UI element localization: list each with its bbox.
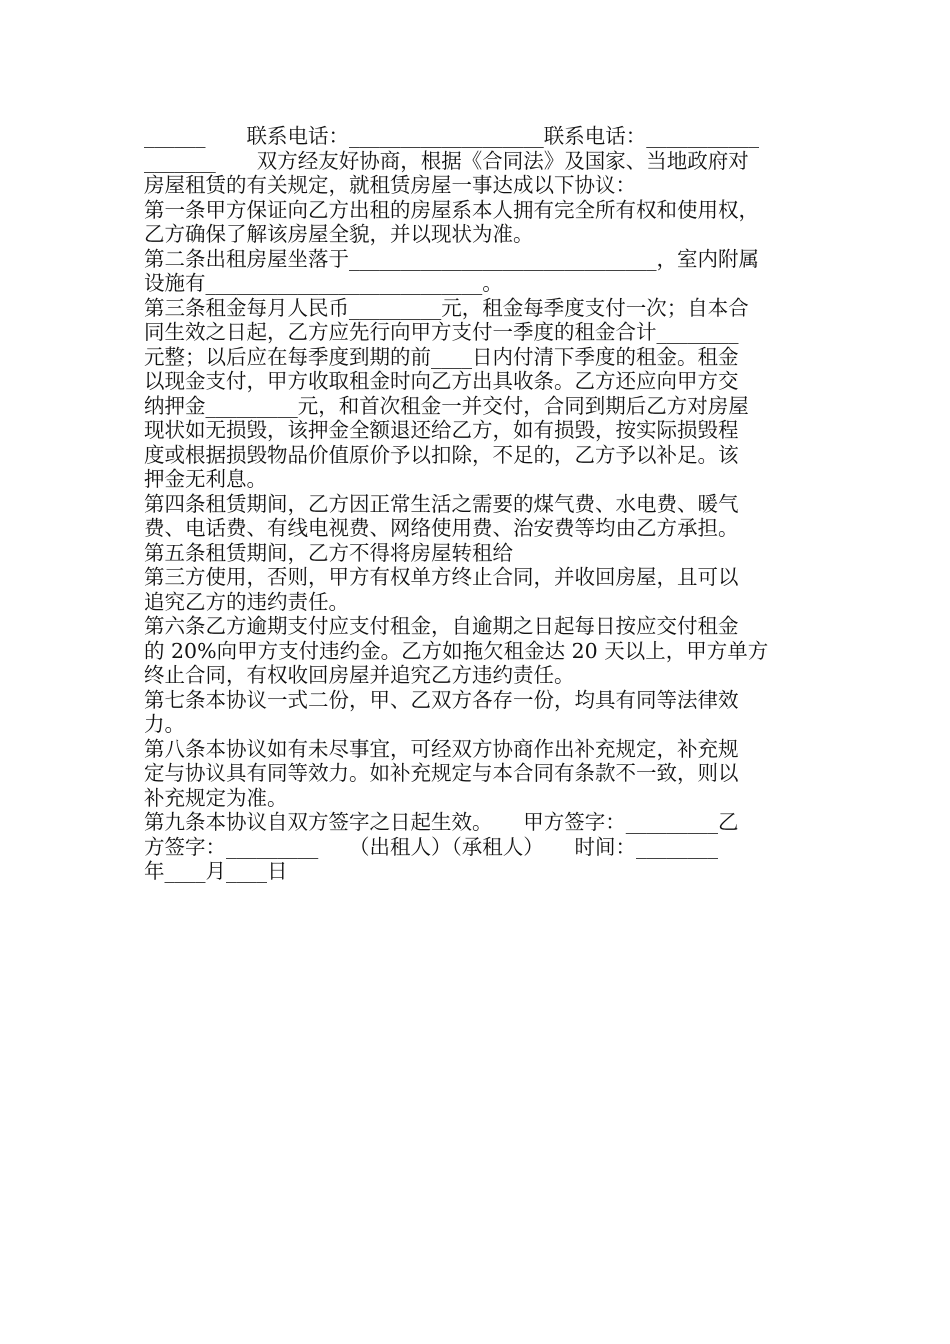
article-3 — [144, 296, 808, 492]
text-line: 第七条本协议一式二份，甲、乙双方各存一份，均具有同等法律效 — [144, 687, 739, 712]
article-4 — [144, 492, 808, 541]
text-line: 第一条甲方保证向乙方出租的房屋系本人拥有完全所有权和使用权， — [144, 197, 759, 222]
text-line: 补充规定为准。 — [144, 785, 288, 810]
article-8 — [144, 737, 808, 811]
text-line: 押金无利息。 — [144, 467, 267, 491]
text-line: 乙方确保了解该房屋全貌，并以现状为准。 — [144, 222, 534, 246]
preamble — [144, 149, 808, 198]
text-line: 纳押金_________元，和首次租金一并交付，合同到期后乙方对房屋 — [144, 393, 749, 418]
article-1 — [144, 198, 808, 247]
article-2 — [144, 247, 808, 296]
text-line: 追究乙方的违约责任。 — [144, 589, 349, 614]
text-line: 第二条出租房屋坐落于______________________________，室内附属 — [144, 246, 759, 271]
text-line: ______ 联系电话：___________________联系电话：___________ — [144, 124, 759, 148]
text-line: 终止合同，有权收回房屋并追究乙方违约责任。 — [144, 663, 575, 687]
text-line: 第四条租赁期间，乙方因正常生活之需要的煤气费、水电费、暖气 — [144, 491, 739, 516]
article-6 — [144, 614, 808, 688]
text-line: 设施有___________________________。 — [144, 271, 503, 295]
text-line: 第五条租赁期间，乙方不得将房屋转租给 — [144, 540, 513, 565]
text-line: 元整；以后应在每季度到期的前____日内付清下季度的租金。租金 — [144, 344, 739, 369]
text-line: 力。 — [144, 712, 185, 736]
contract-body — [144, 124, 808, 884]
text-line: 定与协议具有同等效力。如补充规定与本合同有条款不一致，则以 — [144, 761, 739, 785]
text-line: 第六条乙方逾期支付应支付租金，自逾期之日起每日按应交付租金 — [144, 614, 739, 638]
text-line: 同生效之日起，乙方应先行向甲方支付一季度的租金合计________ — [144, 320, 739, 344]
text-line: 年____月____日 — [144, 859, 288, 883]
text-line: 第三条租金每月人民币_________元，租金每季度支付一次；自本合 — [144, 295, 749, 320]
text-line: 度或根据损毁物品价值原价予以扣除，不足的，乙方予以补足。该 — [144, 442, 739, 467]
text-line: 的 20%向甲方支付违约金。乙方如拖欠租金达 20 天以上，甲方单方 — [144, 638, 769, 663]
text-line: 房屋租赁的有关规定，就租赁房屋一事达成以下协议： — [144, 173, 636, 197]
text-line: 费、电话费、有线电视费、网络使用费、治安费等均由乙方承担。 — [144, 516, 739, 540]
text-line: _______ 双方经友好协商，根据《合同法》及国家、当地政府对 — [144, 148, 749, 173]
article-5 — [144, 541, 808, 615]
contact-line — [144, 124, 808, 149]
text-line: 以现金支付，甲方收取租金时向乙方出具收条。乙方还应向甲方交 — [144, 369, 739, 393]
text-line: 第九条本协议自双方签字之日起生效。 甲方签字：_________乙 — [144, 810, 739, 834]
text-line: 第八条本协议如有未尽事宜，可经双方协商作出补充规定，补充规 — [144, 736, 739, 761]
text-line: 第三方使用，否则，甲方有权单方终止合同，并收回房屋，且可以 — [144, 565, 739, 589]
text-line: 现状如无损毁，该押金全额退还给乙方，如有损毁，按实际损毁程 — [144, 418, 739, 442]
text-line: 方签字：_________ （出租人）（承租人） 时间：________ — [144, 834, 718, 859]
article-9-signatures — [144, 810, 808, 884]
article-7 — [144, 688, 808, 737]
